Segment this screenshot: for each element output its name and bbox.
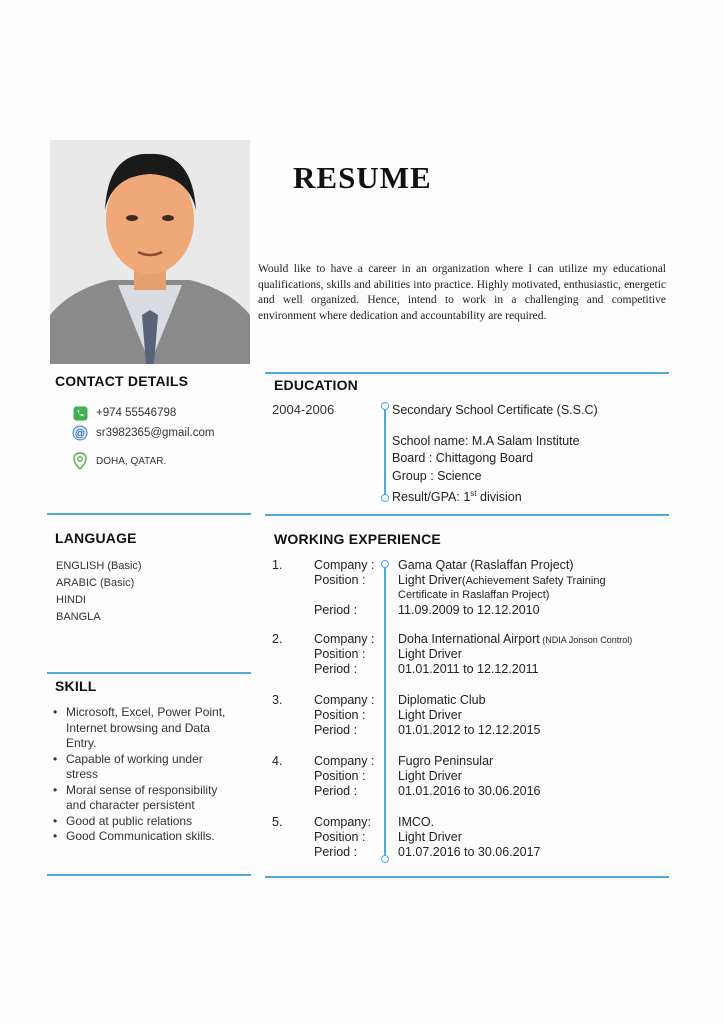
job-number: 4. (272, 754, 283, 768)
education-years: 2004-2006 (272, 402, 335, 417)
result: Result/GPA: 1st division (392, 489, 522, 505)
company: Fugro Peninsular (398, 754, 494, 768)
skill-list (53, 705, 253, 845)
degree: Secondary School Certificate (S.S.C) (392, 403, 598, 417)
skill-item: • Capable of working under stress (53, 751, 203, 781)
board: Board : Chittagong Board (392, 451, 534, 465)
language-item: ARABIC (Basic) (56, 577, 135, 589)
location-pin-icon (72, 453, 88, 469)
company: IMCO. (398, 815, 435, 829)
email-address: sr3982365@gmail.com (96, 427, 215, 439)
location-text: DOHA, QATAR. (96, 455, 167, 467)
period: 01.01.2012 to 12.12.2015 (398, 723, 541, 737)
svg-text:@: @ (74, 428, 86, 440)
company: Diplomatic Club (398, 693, 486, 707)
job-number: 2. (272, 632, 283, 646)
divider (265, 372, 669, 374)
skill-item: • Good at public relations (53, 813, 193, 828)
page-title: RESUME (293, 160, 432, 195)
job-number: 5. (272, 815, 283, 829)
contact-location (72, 451, 214, 471)
language-item: ENGLISH (Basic) (56, 560, 142, 572)
education-timeline (384, 407, 386, 499)
contact-phone (72, 403, 214, 423)
whatsapp-icon (72, 405, 88, 421)
period: 01.01.2016 to 30.06.2016 (398, 784, 541, 798)
divider (47, 672, 251, 674)
language-list (56, 558, 142, 626)
period: 11.09.2009 to 12.12.2010 (398, 603, 540, 617)
email-icon (72, 425, 88, 441)
divider (265, 514, 669, 516)
timeline-dot (381, 402, 389, 410)
position: Light Driver (398, 769, 462, 783)
contact-heading: CONTACT DETAILS (55, 373, 189, 389)
period: 01.07.2016 to 30.06.2017 (398, 845, 541, 859)
phone-number: +974 55546798 (96, 407, 177, 419)
education-details (392, 402, 598, 503)
skill-heading: SKILL (55, 678, 97, 694)
job-number: 3. (272, 693, 283, 707)
divider (47, 513, 251, 515)
contact-list (72, 403, 214, 471)
divider (265, 876, 669, 878)
skill-item: • Good Communication skills. (53, 829, 215, 843)
career-objective: Would like to have a career in an organization where I can utilize my educational qualifications, skills and abilities into practice. Highly motivated, enthusiastic, energetic and well organized. Hence, intend to work in a challenging and competitive environment where dedication and accountability are required. (258, 263, 666, 322)
period: 01.01.2011 to 12.12.2011 (398, 662, 539, 676)
skill-item: • Microsoft, Excel, Power Point, Internet browsing and Data Entry. (53, 705, 226, 750)
position: Light Driver (398, 830, 462, 844)
position: Light Driver (398, 647, 462, 661)
work-timeline (384, 565, 386, 860)
timeline-dot (381, 494, 389, 502)
language-heading: LANGUAGE (55, 530, 137, 546)
language-item: HINDI (56, 594, 86, 606)
profile-photo (50, 140, 250, 364)
position: Light Driver(Achievement Safety Training (398, 573, 606, 587)
contact-email (72, 423, 214, 443)
school-name: School name: M.A Salam Institute (392, 433, 580, 448)
education-heading: EDUCATION (274, 377, 358, 393)
language-item: BANGLA (56, 611, 101, 623)
company: Gama Qatar (Raslaffan Project) (398, 558, 574, 572)
position: Light Driver (398, 708, 462, 722)
skill-item: • Moral sense of responsibility and character persistent (53, 782, 218, 812)
divider (47, 874, 251, 876)
work-heading: WORKING EXPERIENCE (274, 531, 441, 547)
job-number: 1. (272, 558, 283, 572)
group: Group : Science (392, 468, 482, 483)
company: Doha International Airport (NDIA Jonson Control) (398, 632, 633, 646)
